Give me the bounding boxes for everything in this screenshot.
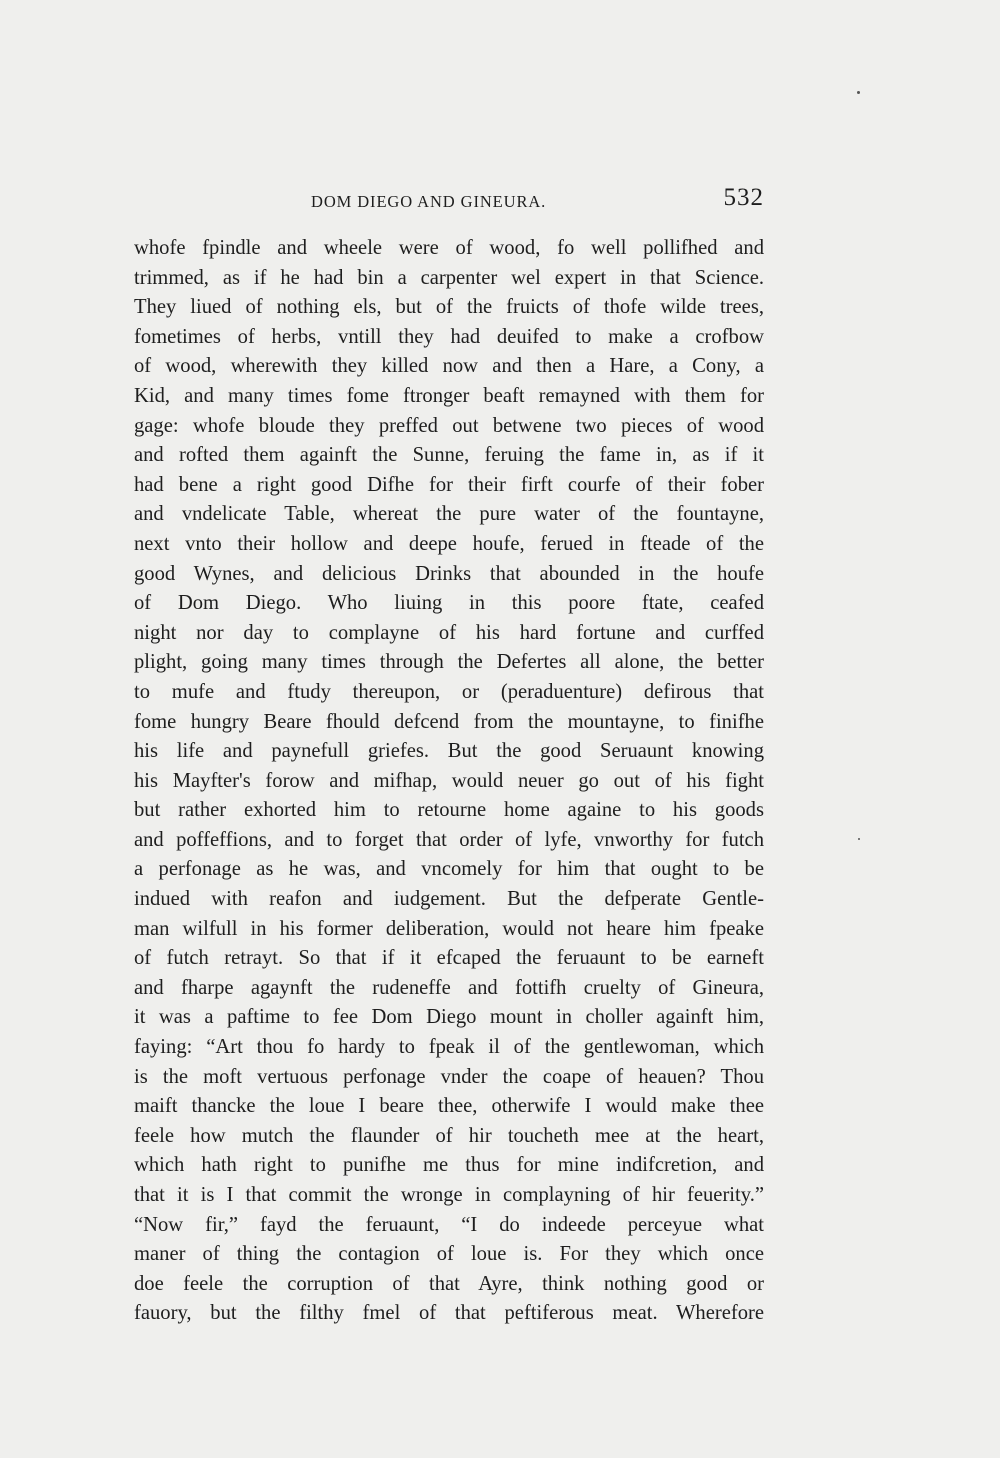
text-line: fometimes of herbs, vntill they had deuifed to make a crofbow bbox=[134, 325, 764, 348]
text-line: They liued of nothing els, but of the fruicts of thofe wilde trees, bbox=[134, 296, 764, 319]
text-line: his life and paynefull griefes. But the good Seruaunt knowing bbox=[134, 740, 764, 763]
text-line: man wilfull in his former deliberation, would not heare him fpeake bbox=[134, 917, 764, 940]
text-line: and vndelicate Table, whereat the pure water of the fountayne, bbox=[134, 503, 764, 526]
running-title: DOM DIEGO AND GINEURA. bbox=[311, 192, 547, 211]
text-line: whofe fpindle and wheele were of wood, fo well pollifhed and bbox=[134, 237, 764, 259]
text-line: maift thancke the loue I beare thee, otherwife I would make thee bbox=[134, 1095, 764, 1118]
text-line: had bene a right good Difhe for their firft courfe of their fober bbox=[134, 473, 764, 496]
page-number: 532 bbox=[723, 184, 764, 211]
text-line: of Dom Diego. Who liuing in this poore ftate, ceafed bbox=[134, 592, 764, 615]
text-line: to mufe and ftudy thereupon, or (peraduenture) defirous that bbox=[134, 680, 764, 703]
text-line: is the moft vertuous perfonage vnder the coape of heauen? Thou bbox=[134, 1065, 764, 1088]
text-line: next vnto their hollow and deepe houfe, ferued in fteade of the bbox=[134, 532, 764, 555]
text-line: night nor day to complayne of his hard fortune and curffed bbox=[134, 621, 764, 644]
text-line: which hath right to punifhe me thus for mine indifcretion, and bbox=[134, 1154, 764, 1177]
text-line: Kid, and many times fome ftronger beaft remayned with them for bbox=[134, 384, 764, 407]
text-line: faying: “Art thou fo hardy to fpeak il of the gentlewoman, which bbox=[134, 1036, 764, 1059]
text-line: and rofted them againft the Sunne, feruing the fame in, as if it bbox=[134, 444, 764, 467]
text-line: fome hungry Beare fhould defcend from the mountayne, to finifhe bbox=[134, 710, 764, 733]
text-line: of futch retrayt. So that if it efcaped the feruaunt to be earneft bbox=[134, 947, 764, 970]
text-line: and poffeffions, and to forget that order of lyfe, vnworthy for futch bbox=[134, 828, 764, 851]
text-line: good Wynes, and delicious Drinks that abounded in the houfe bbox=[134, 562, 764, 585]
text-line: feele how mutch the flaunder of hir toucheth mee at the heart, bbox=[134, 1124, 764, 1147]
text-line: gage: whofe bloude they preffed out betwene two pieces of wood bbox=[134, 414, 764, 437]
text-line: fauory, but the filthy fmel of that peftiferous meat. Wherefore bbox=[134, 1302, 764, 1325]
text-line: of wood, wherewith they killed now and then a Hare, a Cony, a bbox=[134, 355, 764, 378]
body-text bbox=[134, 234, 764, 1329]
text-line: trimmed, as if he had bin a carpenter wel expert in that Science. bbox=[134, 266, 764, 289]
paper-speck bbox=[857, 91, 860, 94]
text-line: his Mayfter's forow and mifhap, would neuer go out of his fight bbox=[134, 769, 764, 792]
text-line: but rather exhorted him to retourne home againe to his goods bbox=[134, 799, 764, 822]
text-line: it was a paftime to fee Dom Diego mount in choller againft him, bbox=[134, 1006, 764, 1029]
text-line: “Now fir,” fayd the feruaunt, “I do indeede perceyue what bbox=[134, 1213, 764, 1236]
text-line: plight, going many times through the Defertes all alone, the better bbox=[134, 651, 764, 674]
paper-speck bbox=[858, 838, 860, 840]
text-line: that it is I that commit the wronge in complayning of hir feuerity.” bbox=[134, 1184, 764, 1206]
running-head bbox=[134, 186, 764, 220]
text-line: maner of thing the contagion of loue is. For they which once bbox=[134, 1243, 764, 1266]
text-line: a perfonage as he was, and vncomely for him that ought to be bbox=[134, 858, 764, 881]
text-line: indued with reafon and iudgement. But the defperate Gentle- bbox=[134, 888, 764, 911]
text-line: and fharpe agaynft the rudeneffe and fottifh cruelty of Gineura, bbox=[134, 976, 764, 999]
text-line: doe feele the corruption of that Ayre, think nothing good or bbox=[134, 1272, 764, 1295]
